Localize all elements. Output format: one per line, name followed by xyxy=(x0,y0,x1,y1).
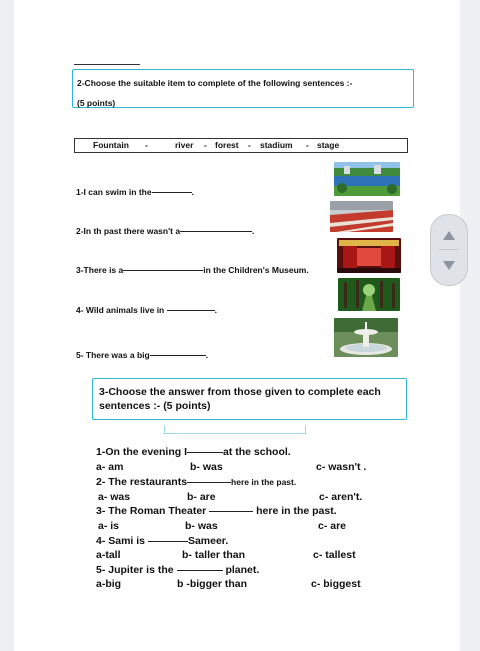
item-text: here in the past. xyxy=(231,477,297,487)
sentence-text: 4- Wild animals live in xyxy=(76,305,165,315)
word-bank-separator: - xyxy=(248,140,251,150)
option-c[interactable]: c- aren't. xyxy=(319,491,363,503)
sentence-text: in the Children's Museum. xyxy=(203,265,309,275)
word-bank-item: stadium xyxy=(260,140,293,150)
sentence-1 xyxy=(76,187,194,197)
option-a[interactable]: a- is xyxy=(98,520,120,532)
item-text: 4- Sami is xyxy=(96,535,146,547)
answer-blank[interactable] xyxy=(177,570,223,571)
sentence-3 xyxy=(76,265,309,275)
stage-icon xyxy=(337,238,401,273)
option-a[interactable]: a-tall xyxy=(96,549,121,561)
option-c[interactable]: c- biggest xyxy=(311,578,361,590)
sentence-text: 5- There was a big xyxy=(76,350,150,360)
question3-item-3 xyxy=(96,505,337,517)
word-bank-separator: - xyxy=(145,140,148,150)
word-bank-item: forest xyxy=(215,140,239,150)
answer-blank[interactable] xyxy=(123,270,203,271)
fountain-icon xyxy=(334,318,398,357)
word-bank-item: Fountain xyxy=(93,140,129,150)
question3-title-line: 3-Choose the answer from those given to complete each xyxy=(99,386,381,398)
option-c[interactable]: c- tallest xyxy=(313,549,356,561)
question3-title xyxy=(99,385,405,413)
stadium-icon xyxy=(330,201,393,232)
question3-box-tail xyxy=(164,425,306,434)
sentence-4 xyxy=(76,305,217,315)
answer-blank[interactable] xyxy=(148,541,188,542)
word-bank-item: stage xyxy=(317,140,340,150)
answer-blank[interactable] xyxy=(209,511,253,512)
item-text: at the school. xyxy=(223,446,291,458)
option-a[interactable]: a- was xyxy=(98,491,131,503)
option-a[interactable]: a- am xyxy=(96,461,124,473)
option-b[interactable]: b- are xyxy=(187,491,216,503)
sentence-text: . xyxy=(205,350,209,360)
question2-title: 2-Choose the suitable item to complete of the following sentences :- xyxy=(77,78,353,88)
sentence-text: . xyxy=(252,226,255,236)
header-rule xyxy=(74,64,140,65)
sentence-text: . xyxy=(191,187,194,197)
word-bank xyxy=(74,138,408,153)
question3-item-4 xyxy=(96,535,228,547)
sentence-5 xyxy=(76,350,208,360)
item-text: planet. xyxy=(225,564,260,576)
option-c[interactable]: c- are xyxy=(318,520,347,532)
sentence-text: . xyxy=(214,305,218,315)
question3-item-5 xyxy=(96,564,259,576)
option-b[interactable]: b- was xyxy=(185,520,218,532)
scroll-up-icon[interactable] xyxy=(443,231,455,240)
question3-item-1 xyxy=(96,446,291,458)
item-text: 1-On the evening I xyxy=(96,446,188,458)
option-c[interactable]: c- wasn't . xyxy=(316,461,367,473)
item-text: here in the past. xyxy=(256,505,337,517)
worksheet-page xyxy=(14,0,460,651)
option-a[interactable]: a-big xyxy=(96,578,122,590)
answer-blank[interactable] xyxy=(152,192,192,193)
sentence-text: 3-There is a xyxy=(76,265,124,275)
answer-blank[interactable] xyxy=(150,355,206,356)
answer-blank[interactable] xyxy=(187,482,231,483)
sentence-2 xyxy=(76,226,254,236)
river-icon xyxy=(334,162,400,196)
page-scroller[interactable] xyxy=(430,214,468,286)
question3-header-box xyxy=(92,378,407,420)
question2-points: (5 points) xyxy=(77,98,116,108)
scroll-down-icon[interactable] xyxy=(443,261,455,270)
question3-title-line: sentences :- (5 points) xyxy=(99,400,211,412)
sentence-text: 2-In th past there wasn't a xyxy=(76,226,181,236)
item-text: 3- The Roman Theater xyxy=(96,505,207,517)
item-text: Sameer. xyxy=(187,535,229,547)
word-bank-item: river xyxy=(175,140,194,150)
question3-item-2 xyxy=(96,476,296,488)
word-bank-separator: - xyxy=(204,140,207,150)
question2-header-box xyxy=(72,69,414,108)
scroller-divider xyxy=(439,249,459,250)
forest-icon xyxy=(338,278,400,311)
option-b[interactable]: b- taller than xyxy=(182,549,246,561)
answer-blank[interactable] xyxy=(167,310,215,311)
item-text: 5- Jupiter is the xyxy=(96,564,174,576)
answer-blank[interactable] xyxy=(180,231,252,232)
answer-blank[interactable] xyxy=(187,452,223,453)
item-text: 2- The restaurants xyxy=(96,476,188,488)
option-b[interactable]: b -bigger than xyxy=(177,578,247,590)
option-b[interactable]: b- was xyxy=(190,461,223,473)
sentence-text: 1-I can swim in the xyxy=(76,187,152,197)
word-bank-separator: - xyxy=(306,140,309,150)
